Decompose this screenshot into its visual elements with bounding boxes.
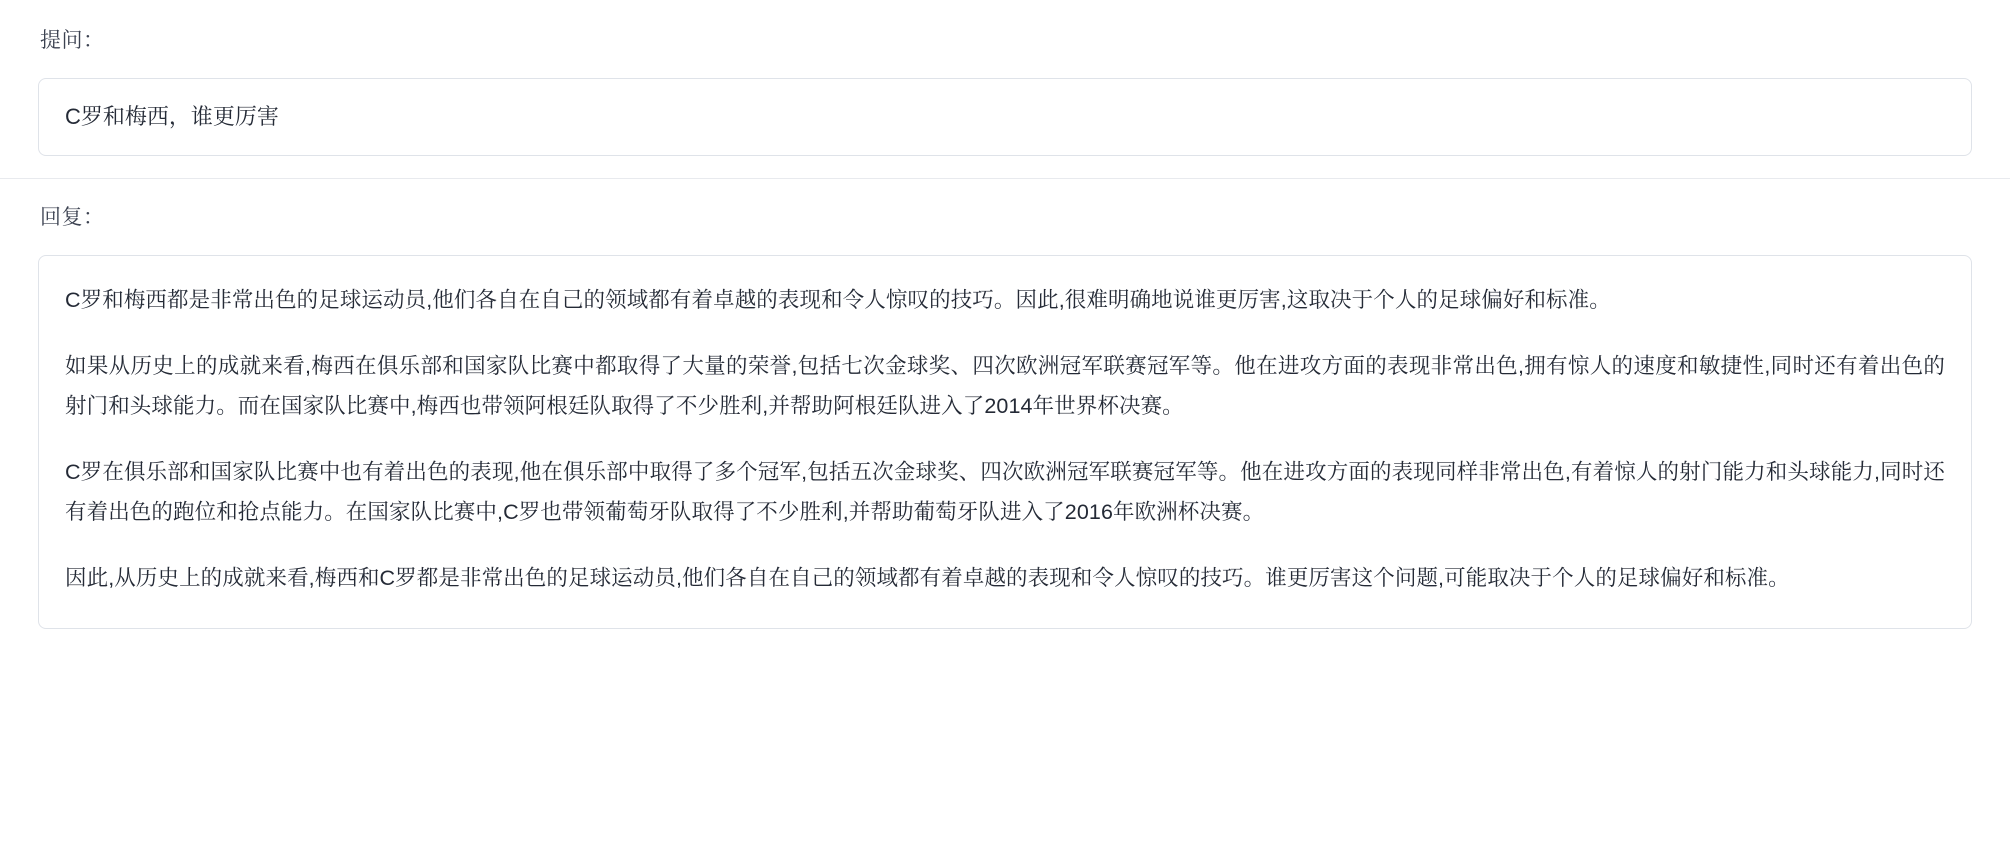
answer-paragraph: C罗和梅西都是非常出色的足球运动员,他们各自在自己的领域都有着卓越的表现和令人惊叹的技巧。因此,很难明确地说谁更厉害,这取决于个人的足球偏好和标准。: [65, 288, 1611, 312]
question-text: C罗和梅西，谁更厉害: [65, 104, 279, 129]
question-input[interactable]: [38, 78, 1972, 156]
answer-paragraph: C罗在俱乐部和国家队比赛中也有着出色的表现,他在俱乐部中取得了多个冠军,包括五次金球奖、四次欧洲冠军联赛冠军等。他在进攻方面的表现同样非常出色,有着惊人的射门能力和头球能力,同时还有着出色的跑位和抢点能力。在国家队比赛中,C罗也带领葡萄牙队取得了不少胜利,并帮助葡萄牙队进入了2016年欧洲杯决赛。: [65, 460, 1945, 524]
answer-label: 回复：: [40, 206, 105, 229]
answer-paragraph: 因此,从历史上的成就来看,梅西和C罗都是非常出色的足球运动员,他们各自在自己的领域都有着卓越的表现和令人惊叹的技巧。谁更厉害这个问题,可能取决于个人的足球偏好和标准。: [65, 566, 1790, 590]
question-section: [0, 0, 2010, 179]
answer-output: [38, 255, 1972, 629]
question-label: 提问：: [40, 29, 105, 52]
answer-paragraph: 如果从历史上的成就来看,梅西在俱乐部和国家队比赛中都取得了大量的荣誉,包括七次金球奖、四次欧洲冠军联赛冠军等。他在进攻方面的表现非常出色,拥有惊人的速度和敏捷性,同时还有着出色的射门和头球能力。而在国家队比赛中,梅西也带领阿根廷队取得了不少胜利,并帮助阿根廷队进入了2014年世界杯决赛。: [65, 354, 1945, 418]
answer-section: [0, 179, 2010, 864]
